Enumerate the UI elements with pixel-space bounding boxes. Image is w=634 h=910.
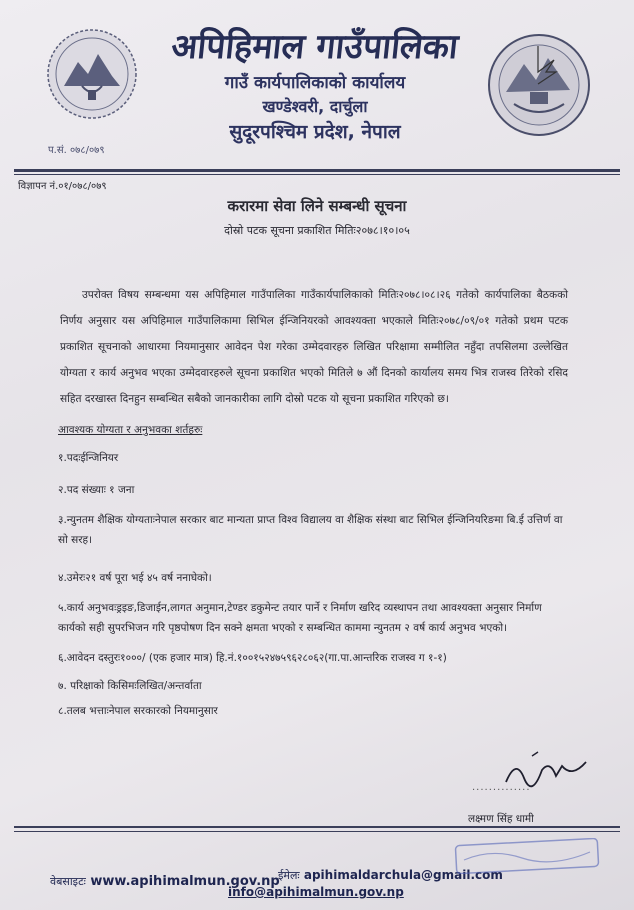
condition-item: ५.कार्य अनुभवःड्रइङ,डिजाईन,लागत अनुमान,टेण्डर डकुमेन्ट तयार पार्ने र निर्माण खरिद व्यस्थापन तथा आवश्यक्ता अनुसार निर्माण कार्यको सही सुपरभिजन गरि पृष्ठपोषण दिन सक्ने क्षमता भएको र सम्बन्धित काममा न्युनतम २ वर्ष कार्य अनुभव भएको।: [58, 602, 542, 634]
office-location: खण्डेश्वरी, दार्चुला: [262, 97, 368, 116]
municipality-logo: [486, 32, 592, 138]
notice-body: [60, 282, 568, 412]
condition-item: ३.न्युनतम शैक्षिक योग्यताःनेपाल सरकार बाट मान्यता प्राप्त विश्व विद्यालय वा शैक्षिक संस्था बाट सिभिल ईन्जिनियरिङमा बि.ई उत्तिर्ण वा सो सरह।: [58, 514, 563, 546]
email-link[interactable]: apihimaldarchula@gmail.com: [303, 868, 503, 882]
letterhead: [150, 14, 480, 144]
nepal-emblem-logo: [42, 24, 142, 124]
condition-item: १.पदःईन्जिनियर: [58, 452, 119, 464]
condition-item: ८.तलब भत्ताःनेपाल सरकारको नियमानुसार: [58, 705, 218, 717]
office-name: गाउँ कार्यपालिकाको कार्यालय: [224, 73, 406, 93]
condition-item: ६.आवेदन दस्तुरः१०००/ (एक हजार मात्र) हि.नं.१००१५२४७५९६२८०६२(गा.पा.आन्तरिक राजस्व ग १-१): [58, 652, 447, 664]
signatory-name: लक्ष्मण सिंह धामी: [468, 813, 534, 825]
website-link[interactable]: www.apihimalmun.gov.np: [90, 874, 280, 889]
office-stamp: [452, 838, 602, 874]
footer-divider: [14, 826, 620, 828]
province-name: सुदूरपश्चिम प्रदेश, नेपाल: [229, 121, 401, 143]
municipality-name: अपिहिमाल गाउँपालिका: [169, 27, 461, 67]
notice-subtitle: दोस्रो पटक सूचना प्रकाशित मितिः२०७८।१०।०५: [224, 224, 410, 237]
header-divider: [14, 169, 620, 172]
notice-title: करारमा सेवा लिने सम्बन्धी सूचना: [227, 197, 407, 215]
conditions-heading: आवश्यक योग्यता र अनुभवका शर्तहरुः: [58, 424, 203, 436]
condition-item: ४.उमेरः२१ वर्ष पूरा भई ४५ वर्ष ननाघेको।: [58, 572, 212, 584]
header-divider-thin: [14, 174, 620, 175]
notice-body-text: उपरोक्त विषय सम्बन्धमा यस अपिहिमाल गाउँपालिका गाउँकार्यपालिकाको मितिः२०७८।०८।२६ गतेको कार्यपालिका बैठकको निर्णय अनुसार यस अपिहिमाल गाउँपालिकामा सिभिल ईन्जिनियरको आवश्यक्ता भएकाले मितिः२०७८/०९/०१ गतेको प्रथम पटक प्रकाशित सूचनाको आधारमा नियमानुसार आवेदन पेश गरेका उम्मेदवारहरु लिखित परिक्षामा सम्मीलित नहुँदा तपसिलमा उल्लेखित योग्यता र कार्य अनुभव भएका उम्मेदवारहरुले सूचना प्रकाशित भएको मितिले ७ औं दिनको कार्यालय समय भित्र राजस्व तिरेको रसिद सहित दरखास्त दिनहुन सम्बन्धित सबैको जानकारीका लागि दोस्रो पटक यो सूचना प्रकाशित गरिएको छ।: [60, 289, 568, 405]
info-email-link[interactable]: info@apihimalmun.gov.np: [228, 885, 404, 899]
website-label: वेबसाइटः: [50, 875, 86, 888]
reference-number: प.सं. ०७८/०७९: [48, 145, 105, 156]
condition-item: ७. परिक्षाको किसिमःलिखित/अन्तर्वाता: [58, 680, 202, 692]
signature-line: ..............: [472, 782, 531, 793]
advertisement-number: विज्ञापन नं.०१/०७८/०७९: [18, 181, 107, 192]
footer-divider-thin: [14, 831, 620, 832]
email-label: ईमेलः: [278, 869, 300, 882]
condition-item: २.पद संख्याः १ जना: [58, 484, 135, 496]
